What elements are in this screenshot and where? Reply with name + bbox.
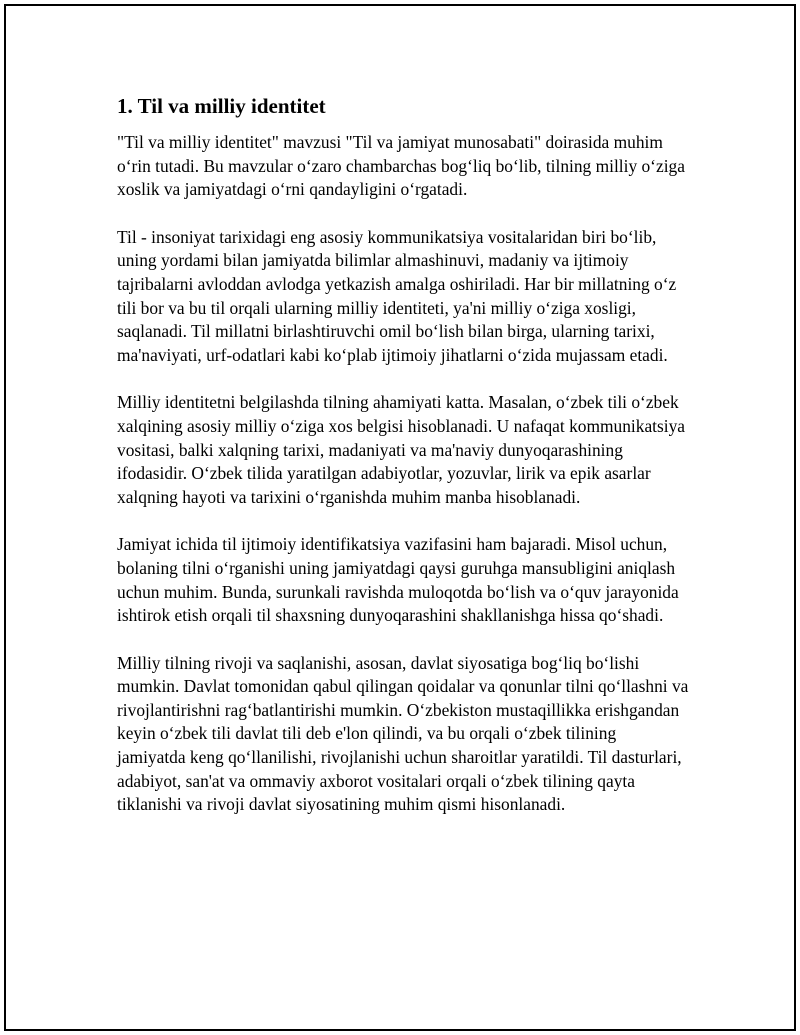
paragraph-2: Til - insoniyat tarixidagi eng asosiy kommunikatsiya vositalaridan biri bo‘lib, uning yordami bilan jamiyatda bilimlar almashinuvi, madaniy va ijtimoiy tajribalarni avloddan avlodga yetkazish amalga oshiriladi. Har bir millatning o‘z tili bor va bu til orqali ularning milliy identiteti, ya'ni milliy o‘ziga xosligi, saqlanadi. Til millatni birlashtiruvchi omil bo‘lish bilan birga, ularning tarixi, ma'naviyati, urf-odatlari kabi ko‘plab ijtimoiy jihatlarni o‘zida mujassam etadi.	[117, 226, 677, 365]
paragraph-3: Milliy identitetni belgilashda tilning ahamiyati katta. Masalan, o‘zbek tili o‘zbek xalqining asosiy milliy o‘ziga xos belgisi hisoblanadi. U nafaqat kommunikatsiya vositasi, balki xalqning tarixi, madaniyati va ma'naviy dunyoqarashining ifodasidir. O‘zbek tilida yaratilgan adabiyotlar, yozuvlar, lirik va epik asarlar xalqning hayoti va tarixini o‘rganishda muhim manba hisoblanadi.	[117, 392, 686, 507]
paragraph-4: Jamiyat ichida til ijtimoiy identifikatsiya vazifasini ham bajaradi. Misol uchun, bolaning tilni o‘rganishi uning jamiyatdagi qaysi guruhga mansubligini aniqlash uchun muhim. Bunda, surunkali ravishda muloqotda bo‘lish va o‘quv jarayonida ishtirok etish orqali til shaxsning dunyoqarashini shakllanishga hissa qo‘shadi.	[117, 534, 679, 626]
document-body	[117, 92, 689, 841]
section-heading: 1. Til va milliy identitet	[117, 94, 326, 118]
paragraph-1: "Til va milliy identitet" mavzusi "Til va jamiyat munosabati" doirasida muhim o‘rin tutadi. Bu mavzular o‘zaro chambarchas bog‘liq bo‘lib, tilning milliy o‘ziga xoslik va jamiyatdagi o‘rni qandayligini o‘rgatadi.	[117, 132, 685, 200]
paragraph-5: Milliy tilning rivoji va saqlanishi, asosan, davlat siyosatiga bog‘liq bo‘lishi mumkin. Davlat tomonidan qabul qilingan qoidalar va qonunlar tilni qo‘llashni va rivojlantirishni rag‘batlantirishi mumkin. O‘zbekiston mustaqillikka erishgandan keyin o‘zbek tili davlat tili deb e'lon qilindi, va bu orqali o‘zbek tilining jamiyatda keng qo‘llanilishi, rivojlanishi uchun sharoitlar yaratildi. Til dasturlari, adabiyot, san'at va ommaviy axborot vositalari orqali o‘zbek tilining qayta tiklanishi va rivoji davlat siyosatining muhim qismi hisonlanadi.	[117, 652, 689, 815]
